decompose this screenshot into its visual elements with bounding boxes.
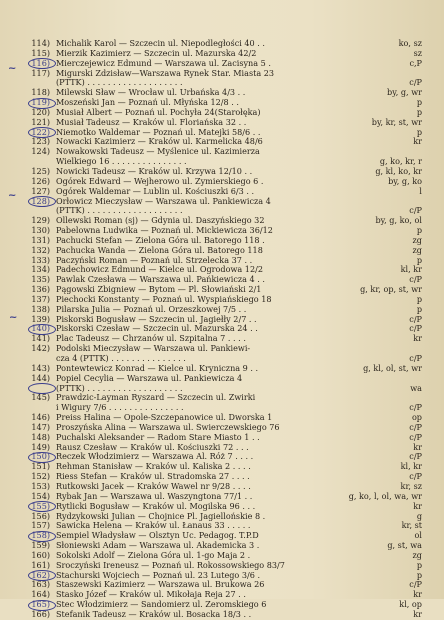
entry-text: Mierczejewicz Edmund — Warszawa ul. Zacisyna 5 . (56, 58, 271, 68)
entry-codes: kr (413, 500, 422, 511)
entry-text: Rutkowski Jacek — Kraków Wawel nr 9/28 . . . . (56, 481, 251, 491)
entry-text: Ogórek Edward — Wejherowo ul. Zymierskiego 6 . (56, 176, 264, 186)
entry-codes: by, kr, st, wr (371, 116, 422, 127)
list-item (0, 137, 444, 147)
entry-codes: c,P (409, 57, 422, 68)
entry-text: Stachurski Wojciech — Poznań ul. 23 Lutego 3/6 . (56, 570, 261, 580)
list-item (0, 236, 444, 246)
entry-codes: c/P (409, 274, 422, 285)
entry-number: 160) (31, 549, 50, 560)
entry-number: 162) (31, 569, 50, 580)
entry-codes: by, g, ko (388, 175, 422, 186)
entry-codes: op (411, 412, 422, 423)
entry-number: 123) (31, 136, 50, 147)
entry-text: Nowicki Tadeusz — Kraków ul. Krzywa 12/10 . . (56, 166, 253, 176)
entry-codes: kr, sz (400, 480, 422, 491)
entry-codes: p (416, 225, 422, 236)
entry-number: 141) (31, 333, 50, 344)
entry-list (0, 39, 444, 620)
entry-number: 125) (31, 165, 50, 176)
entry-codes: c/P (409, 313, 422, 324)
entry-number: 159) (31, 540, 50, 551)
entry-number: 147) (31, 421, 50, 432)
list-item (0, 443, 444, 453)
entry-codes: c/P (409, 471, 422, 482)
list-item (0, 384, 444, 394)
list-item (0, 512, 444, 522)
list-item (0, 413, 444, 423)
entry-text: Piskorski Czesław — Szczecin ul. Mazurska 24 . . (56, 324, 258, 334)
entry-text: (PTTK) . . . . . . . . . . . . . . . . . . . (56, 383, 183, 393)
entry-codes: wa (410, 382, 422, 393)
entry-number: 132) (31, 244, 50, 255)
entry-codes: p (416, 97, 422, 108)
entry-text: Milewski Sław — Wrocław ul. Urbańska 4/3 . . (56, 88, 246, 98)
entry-text: i Wigury 7/6 . . . . . . . . . . . . . . . (56, 403, 184, 413)
entry-number: 133) (31, 254, 50, 265)
list-item (0, 216, 444, 226)
entry-codes: kl, kr (400, 461, 422, 472)
entry-number: 161) (31, 559, 50, 570)
entry-number: 158) (31, 530, 50, 541)
entry-number: 137) (31, 293, 50, 304)
entry-text: cza 4 (PTTK) . . . . . . . . . . . . . . . (56, 354, 186, 363)
list-item (0, 49, 444, 59)
entry-number: 130) (31, 225, 50, 236)
entry-number: 117) (31, 67, 50, 78)
entry-text: Rybak Jan — Warszawa ul. Waszyngtona 77/1 . . (56, 491, 253, 501)
entry-number: 118) (31, 87, 50, 98)
entry-text: Rehman Stanisław — Kraków ul. Kaliska 2 . . . . (56, 462, 251, 472)
entry-number: 148) (31, 431, 50, 442)
entry-text: Pilarska Julia — Poznań ul. Orzeszkowej 7/5 . . (56, 304, 247, 314)
entry-codes: sz (413, 47, 422, 58)
entry-codes: ol (414, 530, 422, 541)
list-item (0, 256, 444, 266)
entry-text: Pontewtewicz Konrad — Kielce ul. Kryniczna 9 . . (56, 363, 259, 373)
entry-number: 152) (31, 471, 50, 482)
entry-codes: p (416, 303, 422, 314)
pen-tick-mark: ~ (8, 63, 17, 74)
entry-number: 120) (31, 106, 50, 117)
entry-text: Stec Włodzimierz — Sandomierz ul. Żeromskiego 6 (56, 600, 267, 610)
entry-number: 153) (31, 480, 50, 491)
entry-codes: p (416, 254, 422, 265)
entry-codes: kr (413, 441, 422, 452)
entry-number: 114) (31, 38, 50, 48)
entry-codes: g, kl, ko, kr (375, 165, 422, 176)
list-item (0, 393, 444, 403)
entry-text: Słoniewski Adam — Warszawa ul. Akademicka 3 . (56, 541, 260, 551)
entry-codes: kl, op (399, 599, 422, 610)
list-item (0, 98, 444, 108)
entry-text: Piechocki Konstanty — Poznań ul. Wyspiańskiego 18 (56, 294, 272, 304)
entry-text: Pawlak Czesława — Warszawa ul. Pańkiewicza 4 . . (56, 275, 265, 285)
list-item (0, 423, 444, 433)
entry-codes: zg (412, 234, 422, 245)
list-item (0, 69, 444, 79)
entry-codes: p (416, 569, 422, 580)
entry-text: Pachucka Wanda — Zielona Góra ul. Batorego 118 (56, 245, 263, 255)
entry-number: 140) (31, 323, 50, 334)
entry-text: Podolski Mieczysław — Warszawa ul. Pankiewi- (56, 344, 251, 354)
list-item (0, 610, 444, 620)
list-item (0, 226, 444, 236)
list-item (0, 433, 444, 443)
list-item (0, 265, 444, 275)
entry-number: 129) (31, 215, 50, 226)
list-item (0, 521, 444, 531)
entry-number: 150) (31, 451, 50, 462)
entry-text: Stasko Józef — Kraków ul. Mikołaja Reja 27 . . (56, 590, 246, 600)
list-item (0, 502, 444, 512)
list-item (0, 472, 444, 482)
entry-text: Staszewski Kazimierz — Warszawa ul. Brukowa 26 (56, 580, 265, 590)
list-item (0, 324, 444, 334)
list-item (0, 197, 444, 207)
entry-text: Moszeński Jan — Poznań ul. Młyńska 12/8 . . (56, 98, 239, 108)
list-item (0, 118, 444, 128)
entry-codes: c/P (409, 421, 422, 432)
entry-number: 127) (31, 185, 50, 196)
entry-codes: c/P (409, 205, 422, 216)
entry-text: Pabelowna Ludwika — Poznań ul. Mickiewicza 36/12 (56, 226, 273, 236)
list-item (0, 315, 444, 325)
entry-number: 166) (31, 608, 50, 619)
entry-text: Proszyńska Alina — Warszawa ul. Świerczewskiego 76 (56, 422, 280, 432)
entry-codes: p (416, 126, 422, 137)
list-item (0, 285, 444, 295)
entry-text: Musiał Albert — Poznań ul. Pochyła 24(Starołęka) (56, 107, 261, 117)
entry-number: 124) (31, 146, 50, 157)
entry-codes: kr (413, 608, 422, 619)
list-item (0, 39, 444, 49)
entry-text: Reczek Włodzimierz — Warszawa Al. Róż 7 . . . . (56, 452, 254, 462)
entry-text: Musiał Tadeusz — Kraków ul. Floriańska 32 . . (56, 117, 247, 127)
pen-circle-mark (28, 531, 56, 542)
entry-codes: g, ko, kr, r (379, 156, 422, 167)
entry-number: 145) (31, 392, 50, 403)
entry-number: 136) (31, 284, 50, 295)
entry-text: Rydzykowski Julian — Chojnice Pl. Jagiellońskie 8 . (56, 511, 266, 521)
list-item (0, 88, 444, 98)
entry-number: 165) (31, 599, 50, 610)
entry-codes: by, g, wr (387, 87, 422, 98)
list-item (0, 295, 444, 305)
entry-text: Nowacki Kazimierz — Kraków ul. Karmelicka 48/6 (56, 137, 263, 147)
entry-number: 128) (31, 195, 50, 206)
entry-text: Rytlicki Bogusław — Kraków ul. Mogilska 96 . . . (56, 501, 256, 511)
list-item (0, 364, 444, 374)
list-item (0, 492, 444, 502)
entry-text: Niemotko Waldemar — Poznań ul. Matejki 58/6 . . (56, 127, 261, 137)
entry-number: 121) (31, 116, 50, 127)
list-item (0, 128, 444, 138)
entry-codes: kr (413, 589, 422, 600)
entry-text: Michalik Karol — Szczecin ul. Niepodległości 40 . . (56, 39, 265, 48)
entry-codes: p (416, 106, 422, 117)
entry-text: Orłowicz Mieczysław — Warszawa ul. Pankiewicza 4 (56, 196, 271, 206)
entry-text: Wielkiego 16 . . . . . . . . . . . . . . . (56, 157, 187, 167)
entry-codes: c/P (409, 579, 422, 590)
entry-number: 115) (31, 47, 50, 58)
entry-text: (PTTK) . . . . . . . . . . . . . . . . . . . (56, 78, 183, 88)
pen-circle-mark (28, 600, 56, 611)
entry-codes: c/P (409, 323, 422, 334)
list-item (0, 541, 444, 551)
list-item (0, 403, 444, 413)
list-item (0, 561, 444, 571)
entry-number: 157) (31, 520, 50, 531)
entry-text: Paczyński Roman — Poznań ul. Strzelecka 37 . . (56, 255, 253, 265)
list-item (0, 571, 444, 581)
entry-number: 119) (31, 97, 50, 108)
pen-tick-mark: ~ (8, 190, 17, 201)
list-item (0, 78, 444, 88)
entry-number: 151) (31, 461, 50, 472)
entry-codes: g, kr, op, st, wr (360, 284, 422, 295)
list-item (0, 177, 444, 187)
list-item (0, 147, 444, 157)
entry-text: Puchalski Aleksander — Radom Stare Miasto 1 . . (56, 432, 260, 442)
entry-number: 126) (31, 175, 50, 186)
entry-codes: c/P (409, 451, 422, 462)
list-item (0, 551, 444, 561)
entry-codes: c/P (409, 77, 422, 88)
entry-number: 146) (31, 412, 50, 423)
list-item (0, 334, 444, 344)
entry-text: Sempiel Władysław — Olsztyn Uc. Pedagog. T.P.D (56, 531, 259, 541)
entry-number: 154) (31, 490, 50, 501)
entry-text: Riess Stefan — Kraków ul. Stradomska 27 . . . . (56, 472, 250, 482)
entry-codes: kr (413, 136, 422, 147)
entry-codes: p (416, 559, 422, 570)
entry-number: 116) (31, 57, 50, 68)
entry-number: 163) (31, 579, 50, 590)
entry-text: Ogórek Waldemar — Lublin ul. Kościuszki 6/3 . . (56, 186, 255, 196)
entry-number: 142) (31, 343, 50, 354)
entry-text: Ollewski Roman (sj) — Gdynia ul. Daszyńskiego 32 (56, 216, 265, 226)
entry-text: (PTTK) . . . . . . . . . . . . . . . . . . . (56, 206, 183, 216)
entry-codes: c/P (409, 402, 422, 413)
entry-codes: ko, sz (398, 38, 422, 48)
entry-text: Piskorski Bogusław — Szczecin ul. Jagiełły 2/7 . . (56, 314, 257, 324)
entry-text: Sawicka Helena — Kraków ul. Łanaus 33 . . . . . (56, 521, 251, 531)
entry-number: 139) (31, 313, 50, 324)
list-item (0, 246, 444, 256)
list-item (0, 59, 444, 69)
entry-text: Mierzik Kazimierz — Szczecin ul. Mazurska 42/2 (56, 48, 257, 58)
entry-codes: kl, kr (400, 264, 422, 275)
list-item (0, 344, 444, 354)
entry-number: 138) (31, 303, 50, 314)
entry-codes: g, st, wa (387, 540, 422, 551)
entry-codes: c/P (409, 431, 422, 442)
list-item (0, 580, 444, 590)
entry-text: Migurski Zdzisław—Warszawa Rynek Star. Miasta 23 (56, 68, 275, 78)
list-item (0, 187, 444, 197)
entry-number: 135) (31, 274, 50, 285)
entry-codes: by, g, ko, ol (375, 215, 422, 226)
entry-number: 156) (31, 510, 50, 521)
entry-codes: p (416, 293, 422, 304)
entry-codes: zg (412, 549, 422, 560)
entry-text: Nowakowski Tadeusz — Myślenice ul. Kazimierza (56, 147, 260, 157)
entry-number: 131) (31, 234, 50, 245)
entry-number: 155) (31, 500, 50, 511)
list-item (0, 600, 444, 610)
entry-text: Padechowicz Edmund — Kielce ul. Ogrodowa 12/2 (56, 265, 263, 275)
list-item (0, 452, 444, 462)
entry-codes: kr, st (401, 520, 422, 531)
entry-text: Sroczyński Ireneusz — Poznań ul. Rokossowskiego 83/7 (56, 560, 285, 570)
entry-codes: g, kl, ol, st, wr (363, 362, 422, 373)
list-item (0, 531, 444, 541)
entry-text: Pągowski Zbigniew — Bytom — Pl. Słowiański 2/1 (56, 285, 262, 295)
list-item (0, 167, 444, 177)
entry-number: 122) (31, 126, 50, 137)
entry-text: Rausz Czesław — Kraków ul. Kościuszki 72 . . . (56, 442, 249, 452)
list-item (0, 305, 444, 315)
entry-text: Preiss Halina — Opole-Szczepanowice ul. Dworska 1 (56, 413, 273, 423)
entry-codes: c/P (409, 353, 422, 363)
entry-text: Plac Tadeusz — Chrzanów ul. Szpitalna 7 . . . . (56, 334, 246, 344)
entry-number: 134) (31, 264, 50, 275)
entry-number: 149) (31, 441, 50, 452)
entry-codes: l (419, 185, 422, 196)
entry-codes: g, ko, l, ol, wa, wr (348, 490, 422, 501)
entry-text: Popiel Cecylia — Warszawa ul. Pankiewicza 4 (56, 373, 243, 383)
pen-circle-mark (28, 98, 56, 109)
entry-text: Sokolski Adolf — Zielona Góra ul. 1-go Maja 2 . (56, 550, 251, 560)
pen-tick-mark: ~ (9, 312, 18, 323)
entry-number: 143) (31, 362, 50, 373)
entry-codes: g (416, 510, 422, 521)
entry-text: Stefanik Tadeusz — Kraków ul. Bosacka 18/3 . . (56, 609, 252, 619)
entry-text: Pachucki Stefan — Zielona Góra ul. Batorego 118 . (56, 235, 265, 245)
list-item (0, 462, 444, 472)
entry-codes: kr (413, 333, 422, 344)
entry-number: 164) (31, 589, 50, 600)
list-item (0, 374, 444, 384)
entry-codes: zg (412, 244, 422, 255)
entry-text: Prawdzic-Layman Ryszard — Szczecin ul. Żwirki (56, 393, 256, 403)
entry-number: 144) (31, 372, 50, 383)
